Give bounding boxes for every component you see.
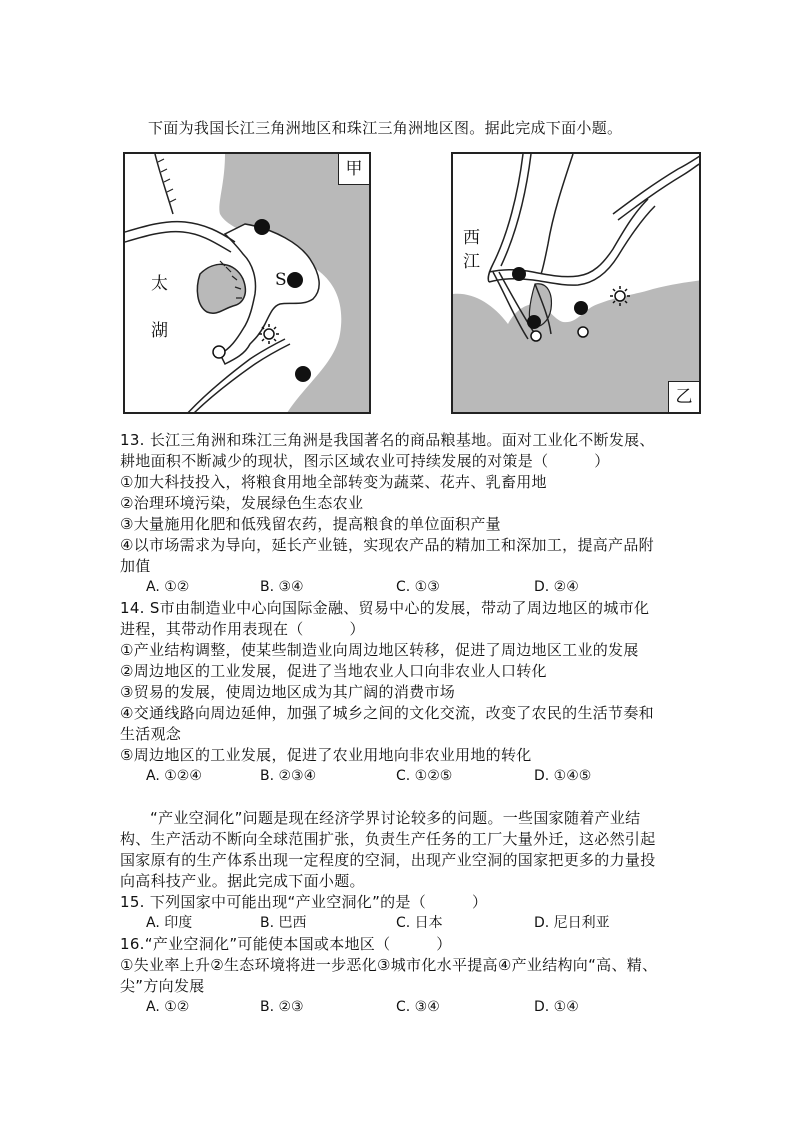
q15-option-c[interactable]: C. 日本	[396, 915, 443, 931]
river-label-2: 江	[463, 252, 480, 272]
q13-item-4b: 加值	[120, 557, 151, 575]
q14-item-4a: ④交通线路向周边延伸，加强了城乡之间的文化交流，改变了农民的生活节奏和	[120, 704, 654, 722]
q16-option-c[interactable]: C. ③④	[396, 999, 440, 1015]
q13-option-d[interactable]: D. ②④	[534, 579, 579, 595]
q13-item-2: ②治理环境污染，发展绿色生态农业	[120, 494, 364, 512]
q14-option-d[interactable]: D. ①④⑤	[534, 768, 592, 784]
q14-item-3: ③贸易的发展，使周边地区成为其广阔的消费市场	[120, 683, 456, 701]
q14-option-a[interactable]: A. ①②④	[146, 768, 202, 784]
q14-options	[146, 766, 626, 786]
q14-item-5: ⑤周边地区的工业发展，促进了农业用地向非农业用地的转化	[120, 746, 532, 764]
q16-stem: 16.“产业空洞化”可能使本国或本地区（ ）	[120, 935, 452, 953]
q14-stem-1: 14. S市由制造业中心向国际金融、贸易中心的发展，带动了周边地区的城市化	[120, 599, 650, 617]
city-dot-west	[527, 315, 541, 329]
map-yangtze-delta	[123, 152, 371, 414]
passage-line-2: 构、生产活动不断向全球范围扩张，负责生产任务的工厂大量外迁，这必然引起	[120, 830, 656, 848]
map-a-corner-label: 甲	[338, 153, 370, 185]
city-dot-east	[574, 301, 588, 315]
q15-stem: 15. 下列国家中可能出现“产业空洞化”的是（ ）	[120, 893, 488, 911]
q15-option-b[interactable]: B. 巴西	[260, 915, 307, 931]
q16-item-1b: 尖”方向发展	[120, 977, 205, 995]
map-pearl-delta	[451, 152, 701, 414]
q13-item-1: ①加大科技投入，将粮食用地全部转变为蔬菜、花卉、乳畜用地	[120, 473, 547, 491]
q14-option-c[interactable]: C. ①②⑤	[396, 768, 453, 784]
lake-label-1: 太	[151, 274, 168, 294]
q16-item-1a: ①失业率上升②生态环境将进一步恶化③城市化水平提高④产业结构向“高、精、	[120, 956, 658, 974]
q16-option-d[interactable]: D. ①④	[534, 999, 579, 1015]
pearl-map-drawing	[453, 154, 701, 414]
city-dot-s	[287, 272, 303, 288]
q14-item-2: ②周边地区的工业发展，促进了当地农业人口向非农业人口转化	[120, 662, 547, 680]
q13-stem-1: 13. 长江三角洲和珠江三角洲是我国著名的商品粮基地。面对工业化不断发展、	[120, 431, 655, 449]
q14-item-1: ①产业结构调整，使某些制造业向周边地区转移，促进了周边地区工业的发展	[120, 641, 639, 659]
port-circle	[213, 346, 225, 358]
passage-line-4: 向高科技产业。据此完成下面小题。	[120, 872, 365, 890]
q13-item-4a: ④以市场需求为导向，延长产业链，实现农产品的精加工和深加工，提高产品附	[120, 536, 654, 554]
q14-item-4b: 生活观念	[120, 725, 182, 743]
passage-line-3: 国家原有的生产体系出现一定程度的空洞，出现产业空洞的国家把更多的力量投	[120, 851, 656, 869]
q13-options	[146, 577, 626, 597]
q13-option-c[interactable]: C. ①③	[396, 579, 440, 595]
map-b-corner-label: 乙	[668, 381, 700, 413]
q14-option-b[interactable]: B. ②③④	[260, 768, 317, 784]
q15-option-a[interactable]: A. 印度	[146, 915, 193, 931]
sun-icon	[259, 324, 279, 344]
q15-options	[146, 913, 626, 933]
sun-icon	[610, 286, 630, 306]
q14-stem-2: 进程，其带动作用表现在（ ）	[120, 620, 365, 638]
city-dot-north	[254, 219, 270, 235]
q15-option-d[interactable]: D. 尼日利亚	[534, 915, 610, 931]
lake-label-2: 湖	[151, 321, 168, 341]
q16-option-b[interactable]: B. ②③	[260, 999, 304, 1015]
intro-text: 下面为我国长江三角洲地区和珠江三角洲地区图。据此完成下面小题。	[148, 119, 623, 137]
port-circle-west	[531, 331, 541, 341]
q16-options	[146, 997, 626, 1017]
passage-line-1: “产业空洞化”问题是现在经济学界讨论较多的问题。一些国家随着产业结	[150, 809, 641, 827]
river-label-1: 西	[463, 228, 480, 248]
q16-option-a[interactable]: A. ①②	[146, 999, 190, 1015]
city-dot-south	[295, 366, 311, 382]
port-circle-east	[578, 327, 588, 337]
city-s-label: S	[275, 270, 287, 290]
q13-option-b[interactable]: B. ③④	[260, 579, 304, 595]
q13-item-3: ③大量施用化肥和低残留农药，提高粮食的单位面积产量	[120, 515, 501, 533]
q13-stem-2: 耕地面积不断减少的现状，图示区域农业可持续发展的对策是（ ）	[120, 452, 610, 470]
q13-option-a[interactable]: A. ①②	[146, 579, 190, 595]
city-dot-guangzhou	[512, 267, 526, 281]
